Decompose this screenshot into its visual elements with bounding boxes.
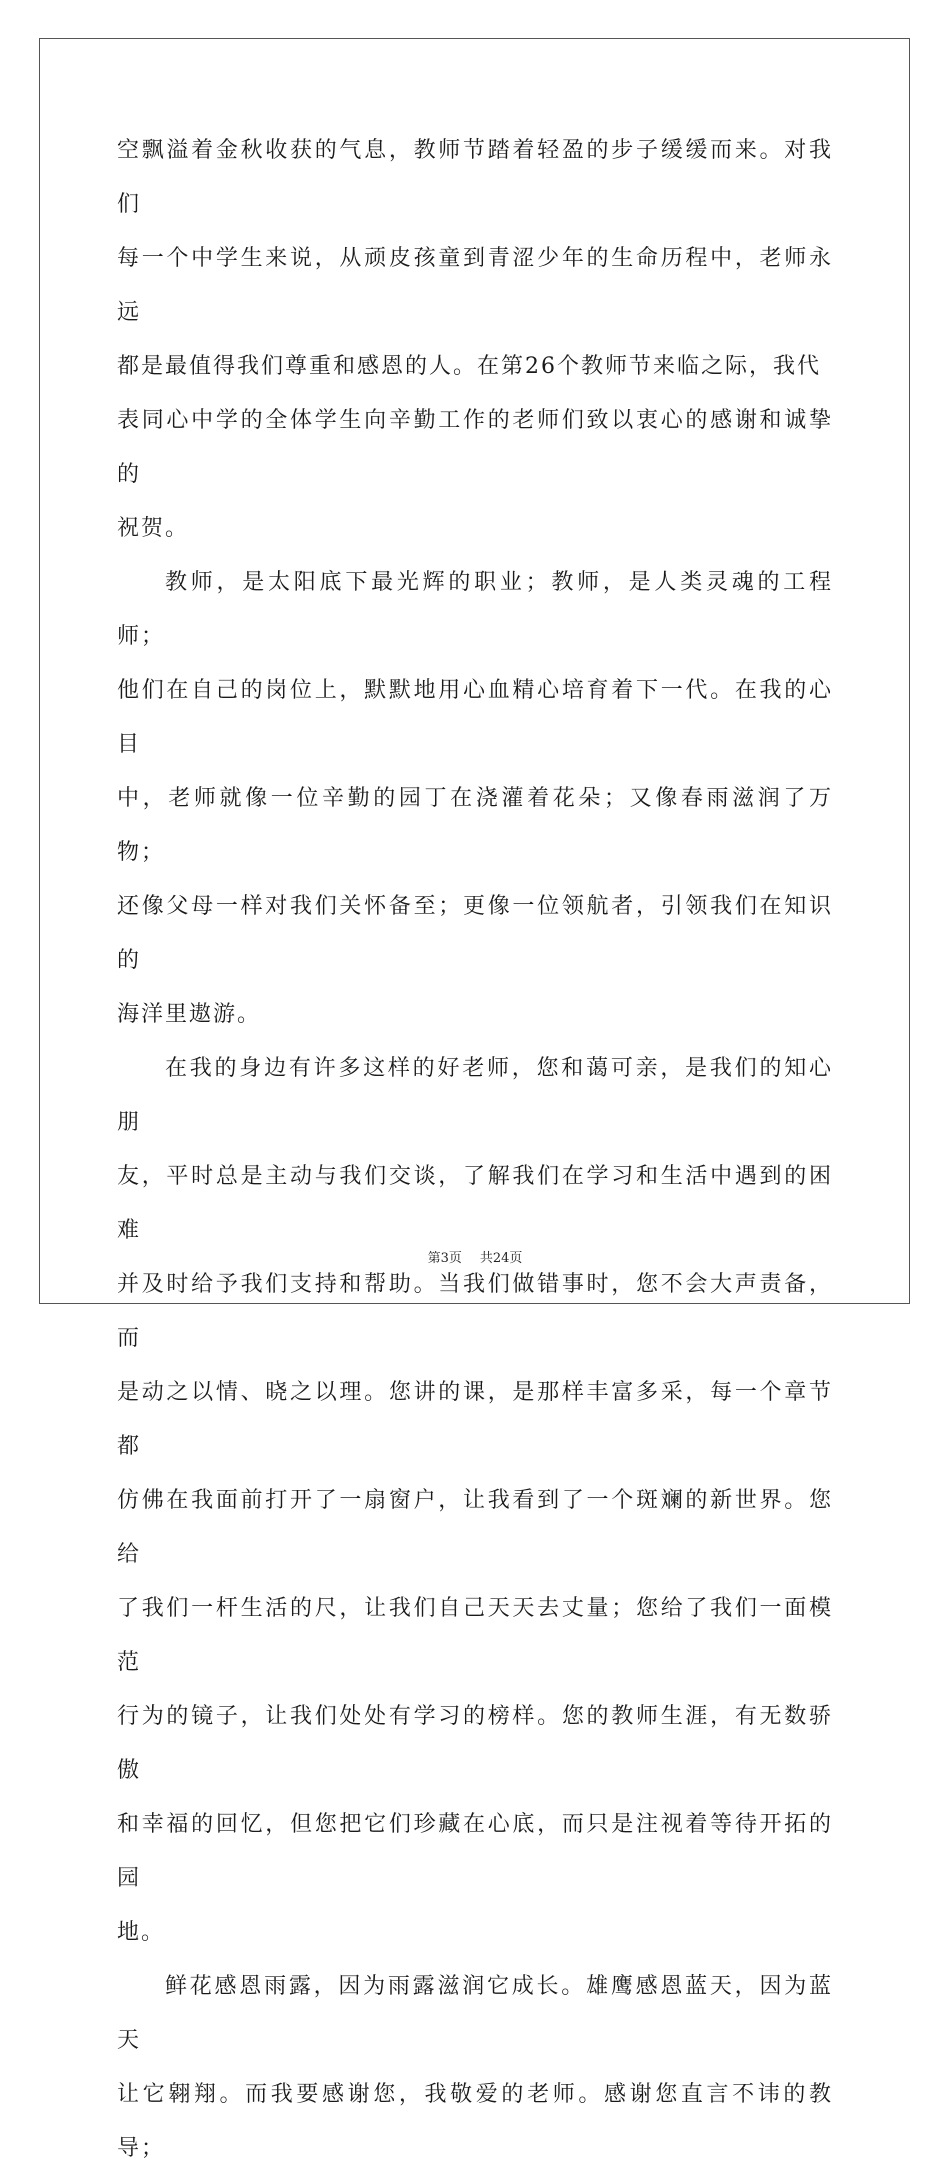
paragraph-4	[117, 1960, 833, 2176]
text-line: 都是最值得我们尊重和感恩的人。在第26个教师节来临之际，我代	[117, 354, 821, 379]
text-line: 友，平时总是主动与我们交谈，了解我们在学习和生活中遇到的困难	[117, 1164, 833, 1243]
text-line: 祝贺。	[117, 516, 190, 541]
text-line: 并及时给予我们支持和帮助。当我们做错事时，您不会大声责备，而	[117, 1272, 833, 1351]
text-line: 和幸福的回忆，但您把它们珍藏在心底，而只是注视着等待开拓的园	[117, 1812, 833, 1891]
page-footer	[0, 1247, 950, 1266]
paragraph-1	[117, 124, 833, 556]
document-body	[117, 124, 833, 2176]
text-line: 还像父母一样对我们关怀备至；更像一位领航者，引领我们在知识的	[117, 894, 833, 973]
text-line: 鲜花感恩雨露，因为雨露滋润它成长。雄鹰感恩蓝天，因为蓝天	[117, 1974, 833, 2053]
text-line: 让它翱翔。而我要感谢您，我敬爱的老师。感谢您直言不讳的教导；	[117, 2082, 833, 2161]
text-line: 仿佛在我面前打开了一扇窗户，让我看到了一个斑斓的新世界。您给	[117, 1488, 833, 1567]
text-line: 他们在自己的岗位上，默默地用心血精心培育着下一代。在我的心目	[117, 678, 833, 757]
text-line: 教师，是太阳底下最光辉的职业；教师，是人类灵魂的工程师；	[117, 570, 833, 649]
text-line: 行为的镜子，让我们处处有学习的榜样。您的教师生涯，有无数骄傲	[117, 1704, 833, 1783]
paragraph-2	[117, 556, 833, 1042]
text-line: 海洋里遨游。	[117, 1002, 262, 1027]
text-line: 空飘溢着金秋收获的气息，教师节踏着轻盈的步子缓缓而来。对我们	[117, 138, 833, 217]
text-line: 中，老师就像一位辛勤的园丁在浇灌着花朵；又像春雨滋润了万物；	[117, 786, 833, 865]
page-number: 第3页	[427, 1251, 462, 1266]
text-line: 是动之以情、晓之以理。您讲的课，是那样丰富多采，每一个章节都	[117, 1380, 833, 1459]
text-line: 在我的身边有许多这样的好老师，您和蔼可亲，是我们的知心朋	[117, 1056, 833, 1135]
text-line: 表同心中学的全体学生向辛勤工作的老师们致以衷心的感谢和诚挚的	[117, 408, 833, 487]
total-pages: 共24页	[479, 1251, 523, 1266]
text-line: 了我们一杆生活的尺，让我们自己天天去丈量；您给了我们一面模范	[117, 1596, 833, 1675]
text-line: 每一个中学生来说，从顽皮孩童到青涩少年的生命历程中，老师永远	[117, 246, 833, 325]
text-line: 地。	[117, 1920, 166, 1945]
paragraph-3	[117, 1042, 833, 1960]
